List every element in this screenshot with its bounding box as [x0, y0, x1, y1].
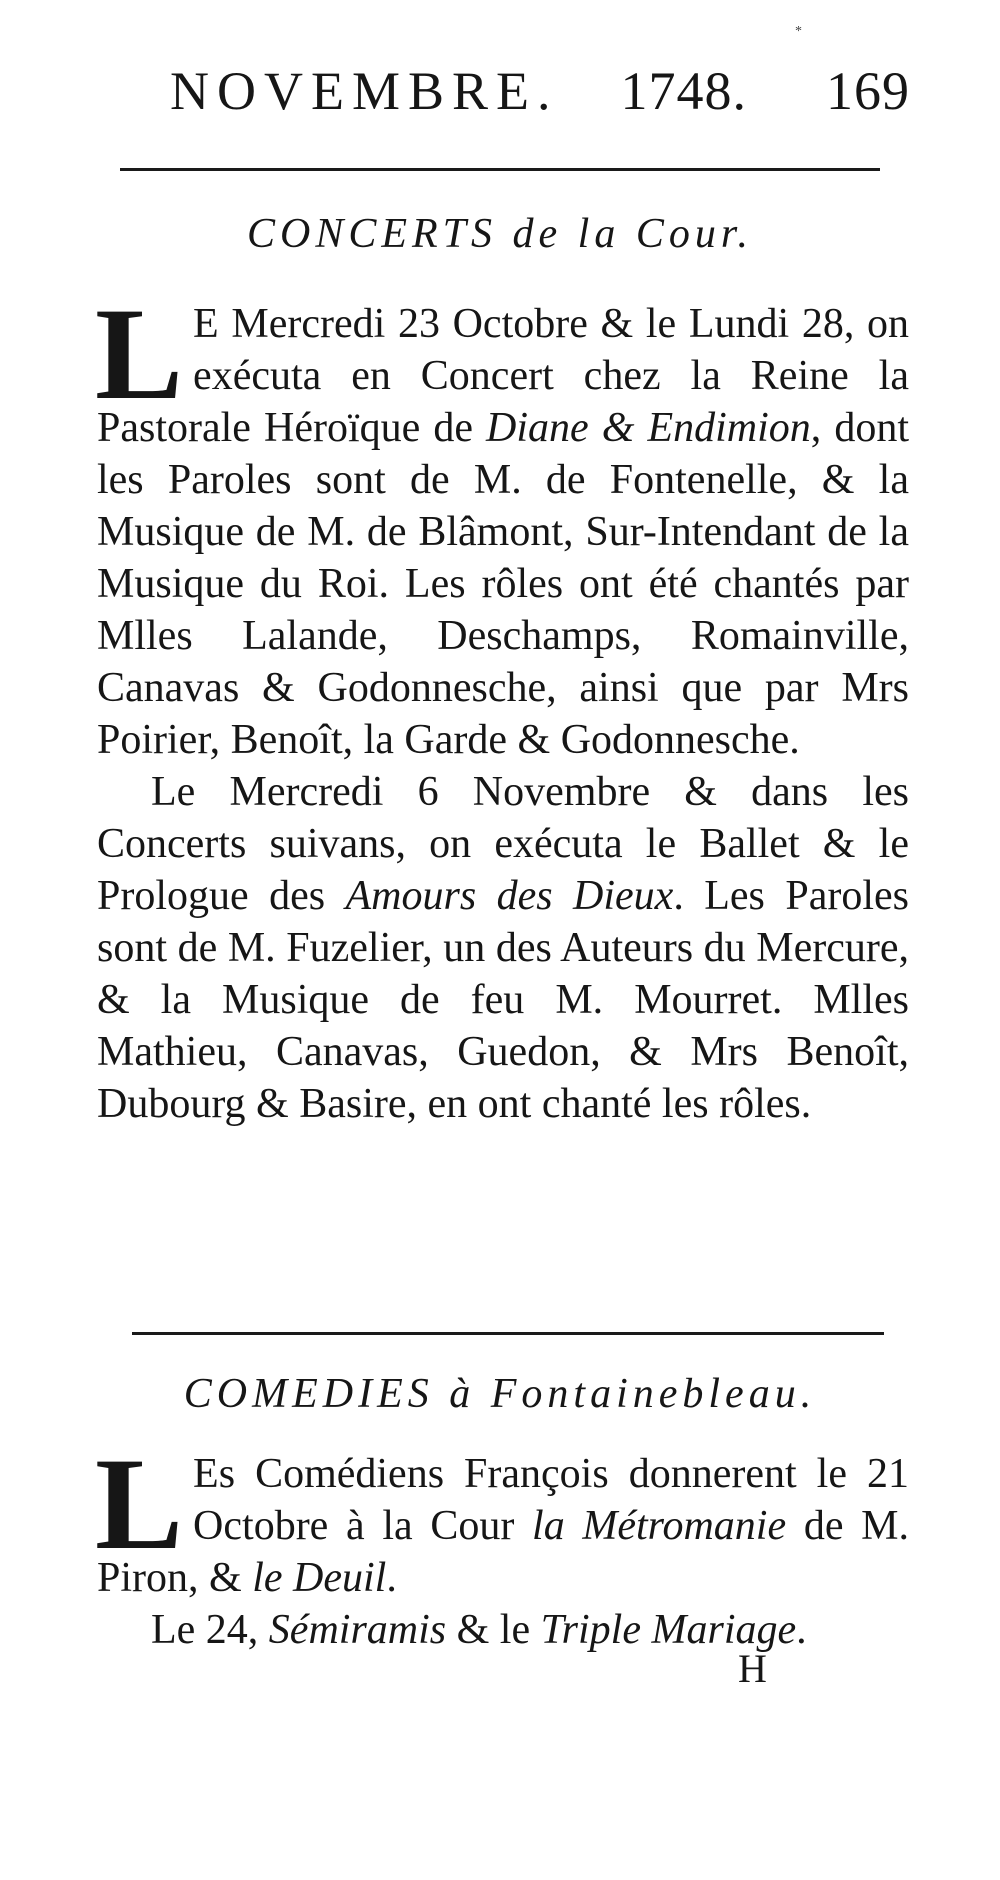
comedies-p2-text-1: Le 24,: [151, 1607, 269, 1653]
section-title-concerts: CONCERTS de la Cour.: [246, 211, 754, 257]
concerts-p2-text-1: Le Mercredi 6 Novembre & dans les Concerts suivans, on exécuta le Ballet & le Prologue des: [97, 769, 909, 919]
comedies-p2-text-3: .: [796, 1607, 807, 1653]
section-title-comedies: COMEDIES à Fontainebleau.: [183, 1371, 817, 1417]
comedies-paragraph-2: [97, 1604, 909, 1656]
header-rule: [120, 168, 880, 171]
header-year: 1748.: [620, 61, 748, 121]
page-number: 169: [826, 61, 910, 121]
concerts-paragraph-2: [97, 766, 909, 1130]
concerts-p2-work-title: Amours des Dieux: [345, 873, 674, 919]
comedies-p1-work-title-2: le Deuil: [252, 1555, 387, 1601]
concerts-paragraph-1: [95, 280, 910, 766]
concerts-p2-text-2: . Les Paroles sont de M. Fuzelier, un des Auteurs du Mercure, & la Musique de feu M. Mourret. Mlles Mathieu, Canavas, Guedon, & Mrs Benoît, Dubourg & Basire, en ont chanté les rôles.: [97, 873, 909, 1127]
concerts-p1-work-title: Diane & Endimion: [486, 405, 811, 451]
comedies-p2-work-title-1: Sémiramis: [268, 1607, 447, 1653]
concerts-p1-text-1: E Mercredi 23 Octobre & le Lundi 28, on exécuta en Concert chez la Reine la Pastorale Héroïque de: [97, 301, 909, 451]
comedies-p1-text-2: de M. Piron, &: [97, 1503, 909, 1601]
concerts-section: [95, 280, 910, 1130]
comedies-section: [95, 1430, 909, 1656]
running-head: [170, 60, 910, 122]
concerts-p1-text-2: , dont les Paroles sont de M. de Fontenelle, & la Musique de M. de Blâmont, Sur-Intendant de la Musique du Roi. Les rôles ont été chantés par Mlles Lalande, Deschamps, Romainville, Canavas & Godonnesche, ainsi que par Mrs Poirier, Benoît, la Garde & Godonnesche.: [97, 405, 910, 763]
drop-cap: L: [95, 1430, 184, 1577]
section-rule: [132, 1332, 884, 1335]
comedies-p2-text-2: & le: [446, 1607, 541, 1653]
comedies-p1-text-3: .: [386, 1555, 397, 1601]
signature-mark: H: [738, 1646, 767, 1691]
comedies-p1-text-1: Es Comédiens François donnerent le 21 Octobre à la Cour: [193, 1451, 909, 1549]
comedies-p1-work-title-1: la Métromanie: [532, 1503, 787, 1549]
comedies-p2-work-title-2: Triple Mariage: [540, 1607, 797, 1653]
drop-cap: L: [95, 280, 184, 427]
header-month: NOVEMBRE.: [170, 61, 559, 121]
top-mark: *: [795, 24, 802, 39]
comedies-paragraph-1: [95, 1430, 909, 1604]
